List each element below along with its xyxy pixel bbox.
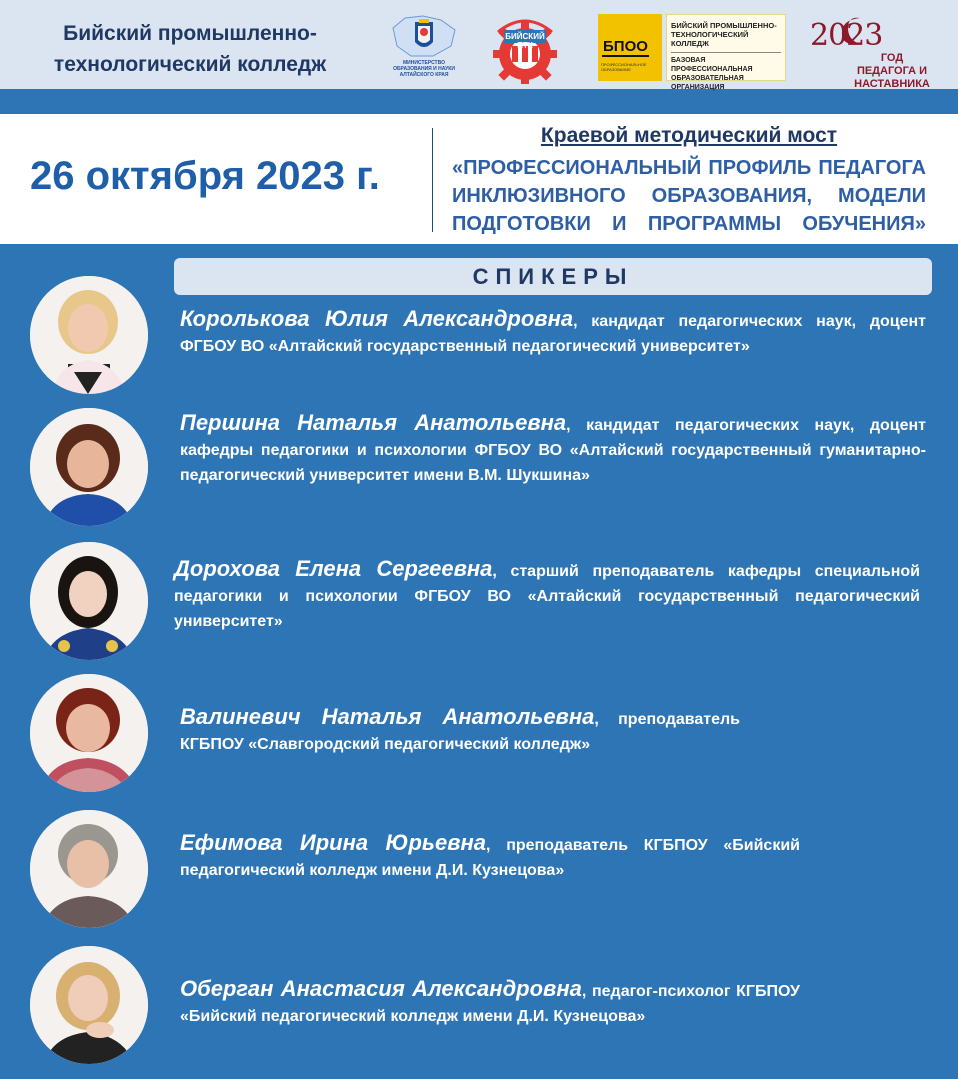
event-date: 26 октября 2023 г. xyxy=(30,154,380,198)
speaker-info xyxy=(180,306,926,359)
bpoo-line2: БАЗОВАЯ ПРОФЕССИОНАЛЬНАЯ ОБРАЗОВАТЕЛЬНАЯ ОРГАНИЗАЦИЯ xyxy=(671,57,753,91)
speaker-info xyxy=(180,830,800,883)
speaker-photo-icon xyxy=(30,276,148,394)
speaker-description: , преподаватель КГБПОУ «Славгородский педагогический колледж» xyxy=(180,711,741,753)
vertical-divider xyxy=(432,128,433,232)
speaker-info xyxy=(180,976,800,1029)
speaker-info xyxy=(180,410,926,488)
speaker-photo-icon xyxy=(30,674,148,792)
speaker-name: Ефимова Ирина Юрьевна xyxy=(180,830,487,855)
bpoo-divider xyxy=(671,52,781,53)
speaker-name: Валиневич Наталья Анатольевна xyxy=(180,704,595,729)
bpoo-logo xyxy=(598,14,786,91)
avatar xyxy=(30,810,148,928)
speaker-name: Королькова Юлия Александровна xyxy=(180,306,574,331)
speaker-description: , преподаватель КГБПОУ «Бийский педагогический колледж имени Д.И. Кузнецова» xyxy=(180,837,800,879)
speaker-description: , кандидат педагогических наук, доцент ФГБОУ ВО «Алтайский государственный педагогический университет» xyxy=(180,313,927,355)
year-text: ГОД ПЕДАГОГА И НАСТАВНИКА xyxy=(854,52,930,90)
ptk-caption: БИЙСКИЙ ПТК xyxy=(505,32,545,50)
bpoo-text-block xyxy=(666,14,786,91)
speaker-photo-icon xyxy=(30,810,148,928)
event-type: Краевой методический мост xyxy=(540,124,838,147)
bpoo-small-text: ПРОФЕССИОНАЛЬНОЕ ОБРАЗОВАНИЕ xyxy=(601,62,647,72)
year-of-teacher-logo xyxy=(810,14,930,90)
speaker-description: , кандидат педагогических наук, доцент кафедры педагогики и психологии ФГБОУ ВО «Алтайский государственный гуманитарно-педагогический университет имени В.М. Шукшина» xyxy=(180,417,927,484)
avatar xyxy=(30,674,148,792)
speaker-info xyxy=(174,556,920,634)
event-title: «ПРОФЕССИОНАЛЬНЫЙ ПРОФИЛЬ ПЕДАГОГА ИНКЛЮЗИВНОГО ОБРАЗОВАНИЯ, МОДЕЛИ ПОДГОТОВКИ И ПРОГРАММЫ ОБУЧЕНИЯ» xyxy=(452,157,926,235)
header-bar xyxy=(0,0,958,89)
speaker-description: , педагог-психолог КГБПОУ «Бийский педагогический колледж имени Д.И. Кузнецова» xyxy=(180,983,800,1025)
speaker-photo-icon xyxy=(30,408,148,526)
avatar xyxy=(30,542,148,660)
bpoo-abbr: БПОО xyxy=(603,38,648,55)
year-digits: 2023 xyxy=(810,18,883,53)
speaker-name: Першина Наталья Анатольевна xyxy=(180,410,567,435)
college-name: Бийский промышленно-технологический колледж xyxy=(53,22,327,76)
event-band xyxy=(0,114,958,244)
avatar xyxy=(30,408,148,526)
bpoo-yellow-block xyxy=(598,14,662,81)
gear-logo-icon xyxy=(490,12,560,84)
speaker-name: Оберган Анастасия Александровна xyxy=(180,976,582,1001)
speaker-info xyxy=(180,704,740,757)
ministry-crest-icon xyxy=(385,10,463,86)
speaker-description: , старший преподаватель кафедры специальной педагогики и психологии ФГБОУ ВО «Алтайский государственный педагогический университет» xyxy=(174,563,920,630)
speakers-header: СПИКЕРЫ xyxy=(174,258,932,295)
speaker-photo-icon xyxy=(30,542,148,660)
avatar xyxy=(30,276,148,394)
bpoo-line1: БИЙСКИЙ ПРОМЫШЛЕННО-ТЕХНОЛОГИЧЕСКИЙ КОЛЛЕДЖ xyxy=(671,21,777,48)
ministry-caption: МИНИСТЕРСТВО ОБРАЗОВАНИЯ И НАУКИ АЛТАЙСКОГО КРАЯ xyxy=(393,60,455,78)
avatar xyxy=(30,946,148,1064)
speaker-photo-icon xyxy=(30,946,148,1064)
speaker-name: Дорохова Елена Сергеевна xyxy=(174,556,493,581)
